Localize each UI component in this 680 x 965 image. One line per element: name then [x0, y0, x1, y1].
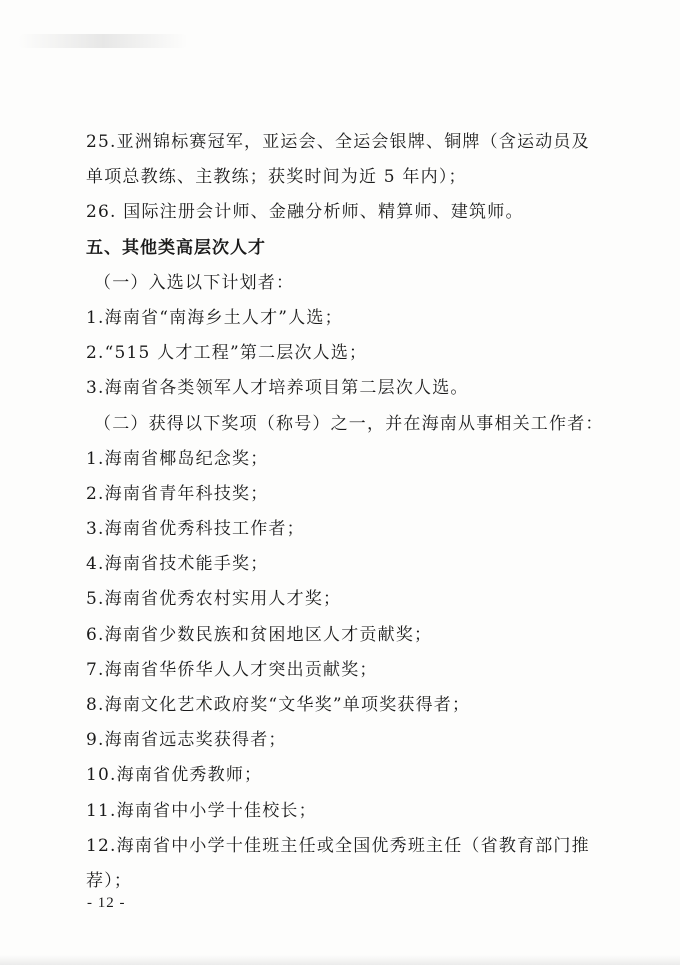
- list-item: 10.海南省优秀教师；: [86, 765, 263, 786]
- list-item: 2.“515 人才工程”第二层次人选；: [86, 343, 368, 364]
- list-item: 3.海南省各类领军人才培养项目第二层次人选。: [86, 378, 469, 399]
- subsection-heading: （二）获得以下奖项（称号）之一，并在海南从事相关工作者：: [94, 413, 604, 434]
- text-line: 26. 国际注册会计师、金融分析师、精算师、建筑师。: [86, 202, 524, 223]
- list-item: 8.海南文化艺术政府奖“文华奖”单项奖获得者；: [86, 695, 471, 715]
- subsection-heading: （一）入选以下计划者：: [94, 272, 295, 293]
- list-item: 1.海南省椰岛纪念奖；: [86, 448, 269, 469]
- list-item: 5.海南省优秀农村实用人才奖；: [86, 589, 342, 610]
- list-item-continuation: 荐）；: [86, 870, 133, 891]
- list-item: 4.海南省技术能手奖；: [86, 554, 269, 575]
- section-heading: 五、其他类高层次人才: [86, 237, 266, 258]
- list-item: 9.海南省远志奖获得者；: [86, 730, 287, 751]
- text-line: 单项总教练、主教练；获奖时间为近 5 年内）；: [86, 167, 467, 188]
- document-body: [86, 125, 606, 899]
- list-item: 7.海南省华侨华人人才突出贡献奖；: [86, 659, 378, 680]
- list-item: 2.海南省青年科技奖；: [86, 483, 269, 504]
- list-item: 11.海南省中小学十佳校长；: [86, 800, 317, 821]
- page-number: - 12 -: [87, 895, 126, 911]
- list-item: 3.海南省优秀科技工作者；: [86, 519, 305, 540]
- list-item: 12.海南省中小学十佳班主任或全国优秀班主任（省教育部门推: [86, 835, 590, 856]
- list-item: 1.海南省“南海乡土人才”人选；: [86, 307, 343, 328]
- text-line: 25.亚洲锦标赛冠军，亚运会、全运会银牌、铜牌（含运动员及: [86, 132, 590, 152]
- list-item: 6.海南省少数民族和贫困地区人才贡献奖；: [86, 624, 433, 645]
- scan-artifact: [0, 955, 680, 965]
- scan-artifact: [18, 34, 188, 48]
